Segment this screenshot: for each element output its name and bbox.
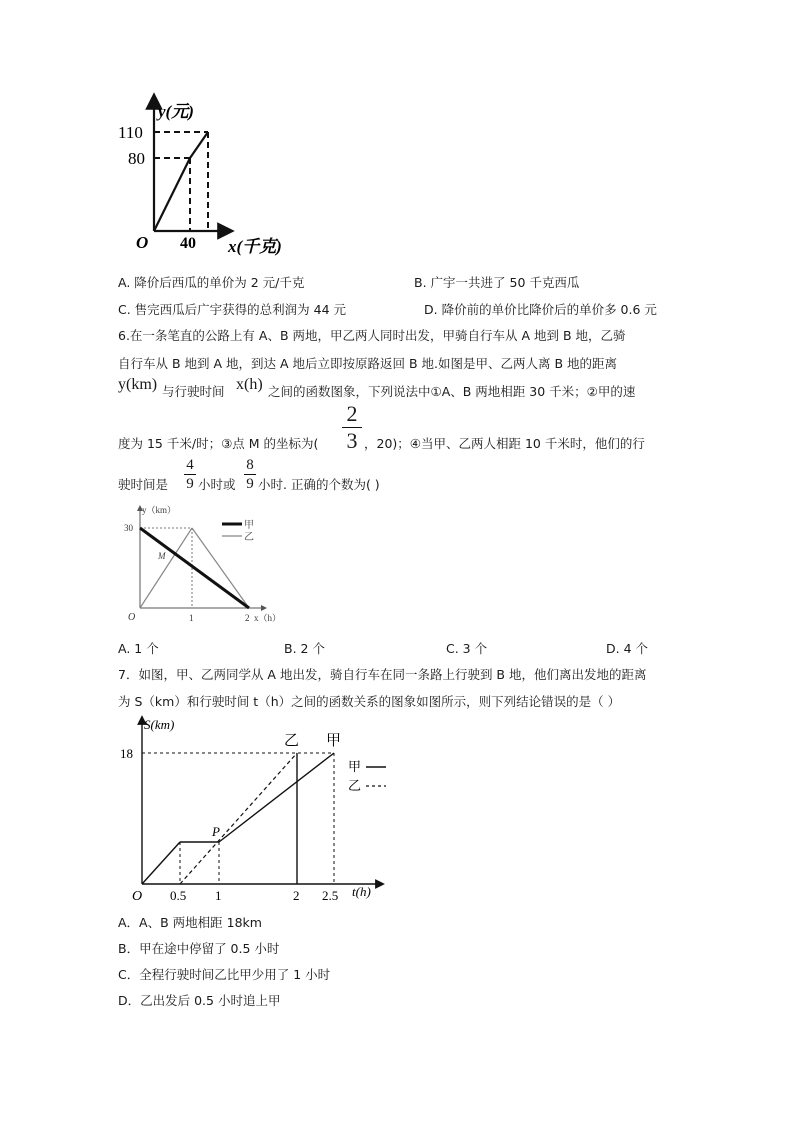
top-label-jia: 甲 (326, 733, 342, 749)
x-axis-label: x（h） (254, 613, 282, 623)
q5-option-a: A. 降价后西瓜的单价为 2 元/千克 (118, 275, 305, 290)
y-tick-110: 110 (118, 123, 143, 142)
q6-option-a: A. 1 个 (118, 641, 159, 656)
legend-yi-label: 乙 (244, 532, 254, 543)
x-axis-label: t(h) (352, 884, 371, 899)
x-tick-40: 40 (180, 235, 196, 252)
y-tick-80: 80 (128, 149, 145, 168)
yi-line-down (192, 528, 249, 608)
legend-yi-label: 乙 (348, 778, 362, 793)
q7-option-c: C．全程行驶时间乙比甲少用了 1 小时 (118, 967, 331, 982)
legend-jia-label: 甲 (348, 759, 362, 774)
q6-text-rest: 之间的函数图象，下列说法中①A、B 两地相距 30 千米；②甲的速 (268, 384, 636, 399)
origin-label: O (128, 612, 136, 623)
legend-jia-label: 甲 (244, 520, 254, 531)
x-tick-0.5: 0.5 (170, 888, 187, 903)
q7-line-1: 7．如图，甲、乙两同学从 A 地出发，骑自行车在同一条路上行驶到 B 地，他们离出发地的距离 (118, 667, 647, 682)
q6-var-x: x(h) (236, 376, 263, 393)
q6-option-d: D. 4 个 (606, 641, 648, 656)
fraction-four-ninths: 4 9 (184, 457, 196, 492)
graph-line-segment-1 (154, 158, 190, 231)
q6-line-4-pre: 度为 15 千米/时；③点 M 的坐标为( (118, 436, 319, 451)
y-tick-30: 30 (124, 523, 133, 533)
x-tick-2.5: 2.5 (322, 888, 339, 903)
jia-line (140, 528, 249, 608)
x-tick-2: 2 (245, 613, 250, 623)
q7-option-d: D．乙出发后 0.5 小时追上甲 (118, 993, 281, 1008)
q6-line-4-post: ，20)；④当甲、乙两人相距 10 千米时，他们的行 (364, 436, 645, 451)
point-m-label: M (158, 551, 166, 561)
fraction-two-thirds: 2 3 (342, 402, 362, 453)
price-weight-graph (118, 95, 300, 260)
yi-dashed-line (180, 753, 297, 884)
distance-time-graph-2 (112, 712, 402, 904)
jia-segment-3 (219, 753, 334, 842)
q6-line-5-post: 小时. 正确的个数为( ) (258, 477, 380, 492)
q6-line-2: 自行车从 B 地到 A 地，到达 A 地后立即按原路返回 B 地.如图是甲、乙两人离 B 地的距离 (118, 356, 618, 371)
y-axis-label: y（km） (142, 505, 177, 515)
x-tick-1: 1 (215, 888, 222, 903)
graph-line-segment-2 (190, 132, 208, 158)
x-tick-1: 1 (189, 613, 194, 623)
q6-text-mid: 与行驶时间 (162, 384, 225, 399)
q7-option-b: B．甲在途中停留了 0.5 小时 (118, 941, 280, 956)
y-axis-label: y(元) (158, 102, 194, 121)
yi-line-up (140, 528, 192, 608)
q6-option-c: C. 3 个 (446, 641, 488, 656)
q6-line-1: 6.在一条笔直的公路上有 A、B 两地，甲乙两人同时出发，甲骑自行车从 A 地到 B 地，乙骑 (118, 328, 626, 343)
q5-option-b: B. 广宇一共进了 50 千克西瓜 (414, 275, 580, 290)
y-axis-label: S(km) (144, 717, 175, 732)
q5-option-d: D. 降价前的单价比降价后的单价多 0.6 元 (424, 302, 657, 317)
x-tick-2: 2 (293, 888, 300, 903)
origin-label: O (136, 233, 149, 252)
x-axis-label: x(千克) (228, 237, 282, 256)
q6-var-y: y(km) (118, 376, 158, 393)
y-tick-18: 18 (120, 746, 133, 761)
top-label-yi: 乙 (284, 733, 300, 749)
q6-option-b: B. 2 个 (284, 641, 325, 656)
q5-option-c: C. 售完西瓜后广宇获得的总利润为 44 元 (118, 302, 347, 317)
point-p-label: P (212, 824, 220, 839)
origin-label: O (132, 889, 143, 904)
q6-line-5-pre: 驶时间是 (118, 477, 169, 492)
distance-time-graph-1 (112, 500, 282, 628)
fraction-eight-ninths: 8 9 (244, 457, 256, 492)
q7-line-2: 为 S（km）和行驶时间 t（h）之间的函数关系的图象如图所示，则下列结论错误的是（ ） (118, 694, 621, 709)
q6-line-5-mid: 小时或 (198, 477, 236, 492)
q7-option-a: A．A、B 两地相距 18km (118, 915, 262, 930)
jia-segment-1 (142, 842, 180, 884)
